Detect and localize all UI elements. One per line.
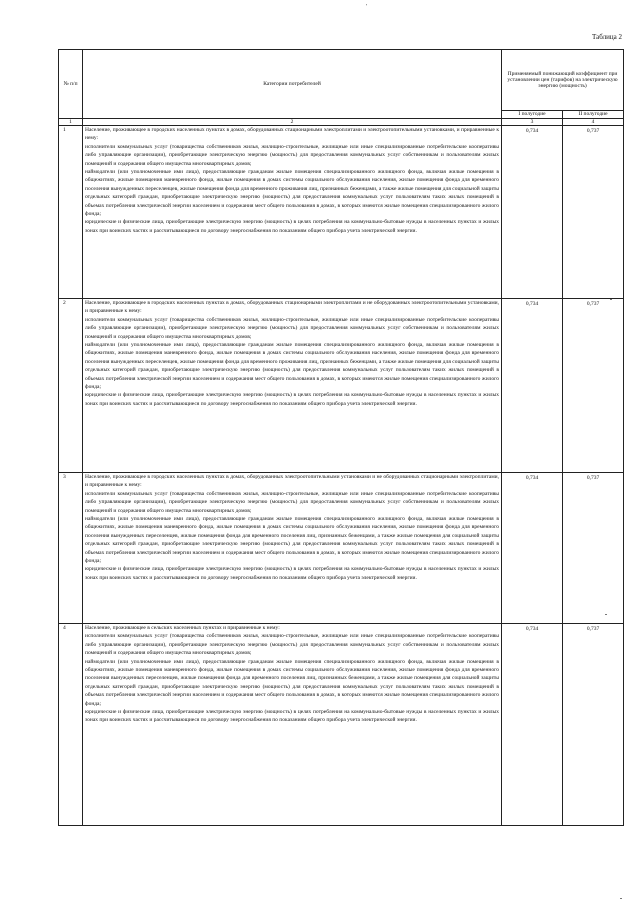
coef-half1: 0,734 xyxy=(502,299,563,473)
category-paragraph: исполнители коммунальных услуг (товарищества собственников жилья, жилищно-строительные, жилищные или иные специализированные потребительские кооперативы либо управляющие организации), приобретающие электрическую энергию (мощность) для предоставления коммунальных услуг собственникам и пользователям жилых помещений и содержания общего имущества многоквартирных домов; xyxy=(85,143,499,167)
scan-speck xyxy=(605,614,607,615)
coef-half1: 0,734 xyxy=(502,624,563,826)
category-cell xyxy=(83,126,502,299)
table-index-row xyxy=(59,119,624,126)
header-coefficient: Применяемый понижающий коэффициент при установлении цен (тарифов) на электрическую энергию (мощность) xyxy=(502,50,624,111)
table-row xyxy=(59,473,624,624)
category-paragraph: юридические и физические лица, приобретающие электрическую энергию (мощность) в целях потребления на коммунально-бытовые нужды в населенных пунктах и жилых зонах при воинских частях и рассчитывающиеся по договору энергоснабжения по показаниям общего прибора учета электрической энергии. xyxy=(85,219,499,234)
category-paragraph: Население, проживающее в городских населенных пунктах в домах, оборудованных стационарными электроплитами и электроотопительными установками, и приравненные к нему: xyxy=(85,127,499,142)
row-number: 3 xyxy=(59,473,83,624)
scan-speck xyxy=(620,898,622,899)
row-number: 2 xyxy=(59,299,83,473)
coef-half2: 0,737 xyxy=(563,126,624,299)
header-half2: II полугодие xyxy=(563,111,624,119)
index-cell: 2 xyxy=(83,119,502,126)
coef-half1: 0,734 xyxy=(502,473,563,624)
row-number: 4 xyxy=(59,624,83,826)
table-header-row xyxy=(59,50,624,111)
coef-half2: 0,737 xyxy=(563,473,624,624)
category-paragraph: Население, проживающее в сельских населенных пунктах и приравненные к нему: xyxy=(85,625,280,631)
category-paragraph: наймодатели (или уполномоченные ими лица), предоставляющие гражданам жилые помещения специализированного жилищного фонда, включая жилые помещения в общежитиях, жилые помещения маневренного фонда, жилые помещения в домах системы социального обслуживания населения, жилые помещения фонда для временного поселения вынужденных переселенцев, жилые помещения фонда для временного проживания лиц, признанных беженцами, а также жилые помещения для социальной защиты отдельных категорий граждан, приобретающие электрическую энергию (мощность) для предоставления коммунальных услуг пользователям таких жилых помещений в объемах потребления электрической энергии населением и содержания мест общего пользования в домах, в которых имеются жилые помещения специализированного жилого фонда; xyxy=(85,342,499,391)
table-row xyxy=(59,126,624,299)
tariff-table xyxy=(58,49,624,826)
index-cell: 3 xyxy=(502,119,563,126)
category-paragraph: юридические и физические лица, приобретающие электрическую энергию (мощность) в целях потребления на коммунально-бытовые нужды в населенных пунктах и жилых зонах при воинских частях и рассчитывающиеся по договору энергоснабжения по показаниям общего прибора учета электрической энергии. xyxy=(85,392,499,407)
scan-speck xyxy=(610,299,612,300)
header-half1: I полугодие xyxy=(502,111,563,119)
index-cell: 1 xyxy=(59,119,83,126)
scan-mark: ' xyxy=(366,4,368,10)
header-num: № п/п xyxy=(59,50,83,119)
category-paragraph: наймодатели (или уполномоченные ими лица), предоставляющие гражданам жилые помещения специализированного жилищного фонда, включая жилые помещения в общежитиях, жилые помещения маневренного фонда, жилые помещения в домах системы социального обслуживания населения, жилые помещения фонда для временного поселения вынужденных переселенцев, жилые помещения фонда для временного проживания лиц, признанных беженцами, а также жилые помещения для социальной защиты отдельных категорий граждан, приобретающие электрическую энергию (мощность) для предоставления коммунальных услуг пользователям таких жилых помещений в объемах потребления электрической энергии населением и содержания мест общего пользования в домах, в которых имеются жилые помещения специализированного жилого фонда; xyxy=(85,169,499,218)
header-category: Категории потребителей xyxy=(83,50,502,119)
coef-half2: 0,737 xyxy=(563,624,624,826)
row-number: 1 xyxy=(59,126,83,299)
category-paragraph: Население, проживающее в городских населенных пунктах в домах, оборудованных стационарными электроплитами и не оборудованных электроотопительными установками, и приравненные к нему: xyxy=(85,300,499,315)
category-paragraph: исполнители коммунальных услуг (товарищества собственников жилья, жилищно-строительные, жилищные или иные специализированные потребительские кооперативы либо управляющие организации), приобретающие электрическую энергию (мощность) для предоставления коммунальных услуг собственникам и пользователям жилых помещений и содержания общего имущества многоквартирных домов; xyxy=(85,490,499,514)
category-paragraph: юридические и физические лица, приобретающие электрическую энергию (мощность) в целях потребления на коммунально-бытовые нужды в населенных пунктах и жилых зонах при воинских частях и рассчитывающиеся по договору энергоснабжения по показаниям общего прибора учета электрической энергии. xyxy=(85,709,499,724)
category-paragraph: Население, проживающее в городских населенных пунктах в домах, оборудованных электроотопительными установками и не оборудованных стационарными электроплитами, и приравненные к нему: xyxy=(85,474,499,489)
category-paragraph: юридические и физические лица, приобретающие электрическую энергию (мощность) в целях потребления на коммунально-бытовые нужды в населенных пунктах и жилых зонах при воинских частях и рассчитывающиеся по договору энергоснабжения по показаниям общего прибора учета электрической энергии. xyxy=(85,566,499,581)
category-paragraph: наймодатели (или уполномоченные ими лица), предоставляющие гражданам жилые помещения специализированного жилищного фонда, включая жилые помещения в общежитиях, жилые помещения маневренного фонда, жилые помещения в домах системы социального обслуживания населения, жилые помещения фонда для временного поселения вынужденных переселенцев, жилые помещения фонда для временного поселения лиц, признанных беженцами, а также жилые помещения для социальной защиты отдельных категорий граждан, приобретающие электрическую энергию (мощность) для предоставления коммунальных услуг пользователям таких жилых помещений в объемах потребления электрической энергии населением и содержания мест общего пользования в домах, в которых имеются жилые помещения специализированного жилого фонда; xyxy=(85,516,499,565)
table-row xyxy=(59,624,624,826)
category-cell xyxy=(83,473,502,624)
category-cell xyxy=(83,299,502,473)
table-row xyxy=(59,299,624,473)
category-paragraph: исполнители коммунальных услуг (товарищества собственников жилья, жилищно-строительные, жилищные или иные специализированные потребительские кооперативы либо управляющие организации), приобретающие электрическую энергию (мощность) для предоставления коммунальных услуг собственникам и пользователям жилых помещений и содержания общего имущества многоквартирных домов; xyxy=(85,316,499,340)
index-cell: 4 xyxy=(563,119,624,126)
category-cell xyxy=(83,624,502,826)
category-paragraph: исполнители коммунальных услуг (товарищества собственников жилья, жилищно-строительные, жилищные или иные специализированные потребительские кооперативы либо управляющие организации), приобретающие электрическую энергию (мощность) для предоставления коммунальных услуг собственникам и пользователям жилых помещений и содержания общего имущества многоквартирных домов; xyxy=(85,633,499,657)
coef-half2: 0,737 xyxy=(563,299,624,473)
table-caption: Таблица 2 xyxy=(592,33,622,41)
category-paragraph: наймодатели (или уполномоченные ими лица), предоставляющие гражданам жилые помещения специализированного жилищного фонда, включая жилые помещения в общежитиях, жилые помещения маневренного фонда, жилые помещения в домах системы социального обслуживания населения, жилые помещения фонда для временного поселения вынужденных переселенцев, жилые помещения фонда для временного поселения лиц, признанных беженцами, а также жилые помещения для социальной защиты отдельных категорий граждан, приобретающие электрическую энергию (мощность) для предоставления коммунальных услуг пользователям таких жилых помещений в объемах потребления электрической энергии населением и содержания мест общего пользования в домах, в которых имеются жилые помещения специализированного жилого фонда; xyxy=(85,658,499,707)
coef-half1: 0,734 xyxy=(502,126,563,299)
